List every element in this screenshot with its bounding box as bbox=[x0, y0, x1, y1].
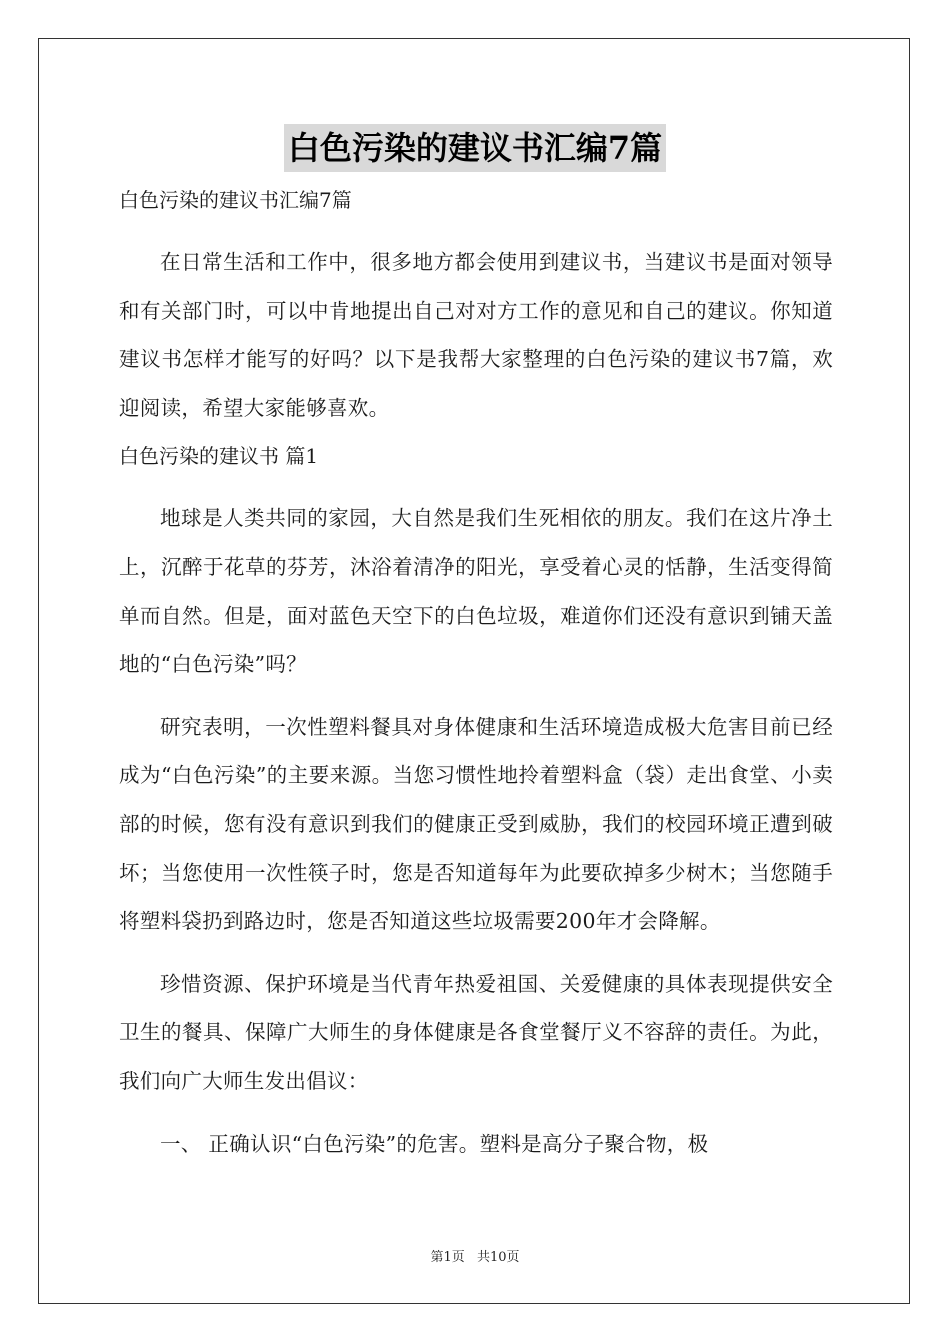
spacer bbox=[119, 224, 833, 238]
body-paragraph: 珍惜资源、保护环境是当代青年热爱祖国、关爱健康的具体表现提供安全卫生的餐具、保障广大师生的身体健康是各食堂餐厅义不容辞的责任。为此，我们向广大师生发出倡议： bbox=[119, 971, 833, 1093]
body-paragraph: 一、 正确认识“白色污染”的危害。塑料是高分子聚合物，极 bbox=[160, 1131, 709, 1156]
document-body bbox=[119, 176, 833, 1168]
spacer bbox=[119, 689, 833, 703]
page-footer bbox=[0, 1246, 950, 1265]
spacer bbox=[119, 480, 833, 494]
section-heading: 白色污染的建议书 篇1 bbox=[119, 444, 319, 469]
title-container bbox=[0, 124, 950, 172]
document-subtitle: 白色污染的建议书汇编7篇 bbox=[119, 188, 352, 212]
spacer bbox=[119, 1106, 833, 1120]
page-total: 共10页 bbox=[476, 1250, 520, 1265]
body-paragraph: 研究表明，一次性塑料餐具对身体健康和生活环境造成极大危害目前已经成为“白色污染”的主要来源。当您习惯性地拎着塑料盒（袋）走出食堂、小卖部的时候，您有没有意识到我们的健康正受到威胁，我们的校园环境正遭到破坏；当您使用一次性筷子时，您是否知道每年为此要砍掉多少树木；当您随手将塑料袋扔到路边时，您是否知道这些垃圾需要200年才会降解。 bbox=[119, 714, 833, 934]
spacer bbox=[119, 946, 833, 960]
document-title: 白色污染的建议书汇编7篇 bbox=[284, 124, 666, 172]
page-number: 第1页 bbox=[430, 1250, 465, 1265]
body-paragraph: 地球是人类共同的家园，大自然是我们生死相依的朋友。我们在这片净土上，沉醉于花草的芬芳，沐浴着清净的阳光，享受着心灵的恬静，生活变得简单而自然。但是，面对蓝色天空下的白色垃圾，难道你们还没有意识到铺天盖地的“白色污染”吗？ bbox=[119, 506, 833, 677]
intro-paragraph: 在日常生活和工作中，很多地方都会使用到建议书，当建议书是面对领导和有关部门时，可以中肯地提出自己对对方工作的意见和自己的建议。你知道建议书怎样才能写的好吗？以下是我帮大家整理的白色污染的建议书7篇，欢迎阅读，希望大家能够喜欢。 bbox=[119, 250, 833, 420]
